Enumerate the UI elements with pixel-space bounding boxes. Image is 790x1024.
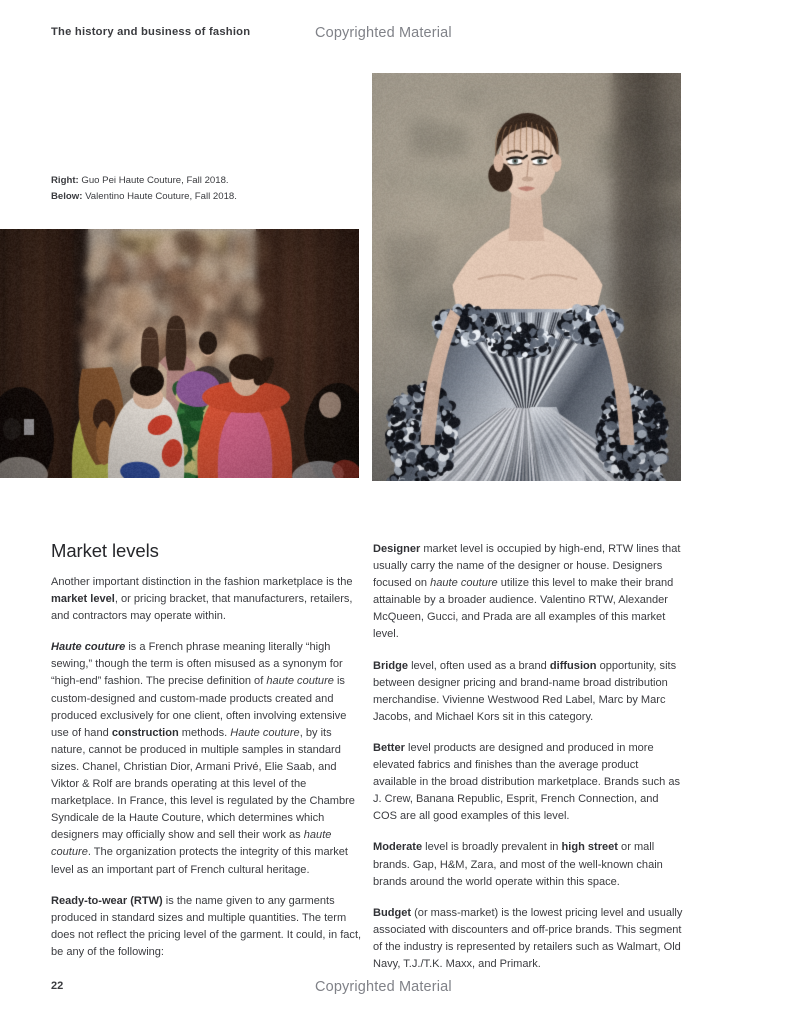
text-run: Budget	[373, 906, 412, 919]
p-haute-couture	[51, 639, 362, 878]
text-run: Haute couture	[51, 641, 126, 654]
text-run: level products are designed and produced in more elevated fabrics and finishes than the average product available in the broad distribution marketplace. Brands such as J. Crew, Banana Republic, Esprit, French Connection, and COS are all good examples of this level.	[373, 741, 681, 823]
text-run: Ready-to-wear (RTW)	[51, 894, 163, 907]
caption-right	[51, 173, 351, 189]
copyright-watermark-top: Copyrighted Material	[315, 25, 452, 41]
page-title: Market levels	[51, 540, 159, 561]
guo-pei-couture-photo	[372, 73, 681, 481]
text-run: Better	[373, 741, 405, 754]
text-run: haute couture	[430, 577, 498, 590]
caption-right-label: Right:	[51, 175, 79, 186]
text-run: , by its nature, cannot be produced in multiple samples in standard sizes. Chanel, Christian Dior, Armani Privé, Elie Saab, and Viktor & Rolf are brands operating at this level of the marketplace. In France, this level is regulated by the Chambre Syndicale de la Haute Couture, which determines which designers may officially show and sell their work as	[51, 726, 355, 842]
body-column-left	[51, 574, 362, 961]
p-rtw	[51, 893, 362, 961]
text-run: level is broadly prevalent in	[422, 841, 562, 854]
valentino-runway-photo	[0, 229, 359, 478]
p-bridge	[373, 658, 684, 726]
text-run: Moderate	[373, 841, 423, 854]
text-run: . The organization protects the integrity of this market level as an important part of French cultural heritage.	[51, 846, 349, 876]
text-run: market level	[51, 593, 115, 606]
body-column-right	[373, 541, 684, 973]
text-run: methods.	[178, 726, 231, 739]
text-run: utilize this level to make their brand attainable by a broader audience. Valentino RTW, Alexander McQueen, Gucci, and Prada are all examples of this market level.	[373, 577, 674, 641]
figure-captions	[51, 173, 351, 204]
text-run: or mall brands. Gap, H&M, Zara, and most of the well-known chain brands around the world operate within this space.	[373, 841, 663, 888]
text-run: (or mass-market) is the lowest pricing level and usually associated with discounters and off-price brands. This segment of the industry is represented by retailers such as Walmart, Old Navy, T.J./T.K. Maxx, and Primark.	[373, 906, 683, 970]
text-run: Another important distinction in the fashion marketplace is the	[51, 576, 353, 588]
text-run: diffusion	[549, 659, 597, 672]
p-budget	[373, 905, 684, 973]
text-run: , or pricing bracket, that manufacturers, retailers, and contractors may operate within.	[51, 593, 353, 623]
p-better	[373, 740, 684, 825]
text-run: high street	[561, 841, 618, 854]
text-run: haute couture	[266, 675, 334, 688]
caption-below	[51, 189, 351, 205]
text-run: is custom-designed and custom-made products created and produced exclusively for one client, often involving extensive use of hand	[51, 675, 347, 739]
running-head: The history and business of fashion	[51, 26, 251, 38]
p-moderate	[373, 839, 684, 890]
text-run: Designer	[373, 543, 421, 555]
text-run: haute couture	[51, 829, 332, 859]
text-run: opportunity, sits between designer pricing and brand-name broad distribution merchandise. Vivienne Westwood Red Label, Marc by Marc Jacobs, and Michael Kors sit in this category.	[373, 659, 677, 723]
text-run: construction	[111, 726, 179, 739]
caption-below-label: Below:	[51, 190, 83, 202]
p-market-level	[51, 574, 362, 625]
copyright-watermark-bottom: Copyrighted Material	[315, 979, 452, 995]
text-run: Haute couture	[230, 726, 300, 739]
caption-right-text: Guo Pei Haute Couture, Fall 2018.	[78, 175, 229, 186]
text-run: Bridge	[373, 659, 408, 672]
caption-below-text: Valentino Haute Couture, Fall 2018.	[82, 190, 237, 202]
text-run: is the name given to any garments produced in standard sizes and multiple quantities. The term does not reflect the pricing level of the garment. It could, in fact, be any of the following:	[51, 894, 362, 958]
text-run: market level is occupied by high-end, RTW lines that usually carry the name of the designer or house. Designers focused on	[373, 543, 681, 590]
text-run: is a French phrase meaning literally “high sewing,” though the term is often misused as a synonym for “high-end” fashion. The precise definition of	[51, 641, 343, 688]
page-number: 22	[51, 980, 64, 992]
p-designer	[373, 541, 684, 644]
text-run: level, often used as a brand	[408, 659, 550, 672]
